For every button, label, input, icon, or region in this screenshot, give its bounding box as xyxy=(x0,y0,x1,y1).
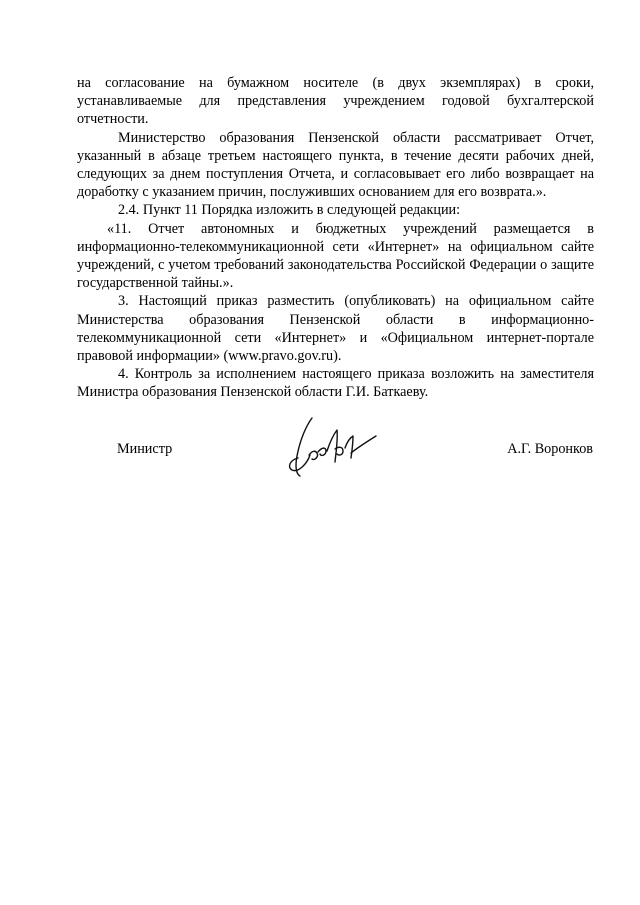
handwritten-signature xyxy=(282,412,382,480)
paragraph-item-11-text: «11. Отчет автономных и бюджетных учреждений размещается в информационно-телекоммуникационной сети «Интернет» на официальном сайте учреждений, с учетом требований законодательства Российской Федерации о защите государственной тайны.». xyxy=(77,220,594,292)
paragraph-item-4: 4. Контроль за исполнением настоящего приказа возложить на заместителя Министра образования Пензенской области Г.И. Баткаеву. xyxy=(77,366,594,401)
paragraph-ministry-review: Министерство образования Пензенской области рассматривает Отчет, указанный в абзаце третьем настоящего пункта, в течение десяти рабочих дней, следующих за днем поступления Отчета, и согласовывает его либо возвращает на доработку с указанием причин, послуживших основанием для его возврата.». xyxy=(77,129,594,201)
signatory-name: А.Г. Воронков xyxy=(507,441,593,457)
paragraph-continuation: на согласование на бумажном носителе (в двух экземплярах) в сроки, устанавливаемые для представления учреждением годовой бухгалтерской отчетности. xyxy=(77,75,594,128)
paragraph-item-2-4: 2.4. Пункт 11 Порядка изложить в следующей редакции: xyxy=(118,202,461,219)
paragraph-item-3: 3. Настоящий приказ разместить (опубликовать) на официальном сайте Министерства образования Пензенской области в информационно-телекоммуникационной сети «Интернет» и «Официальном интернет-портале правовой информации» (www.pravo.gov.ru). xyxy=(77,293,594,365)
signatory-title: Министр xyxy=(117,441,173,457)
